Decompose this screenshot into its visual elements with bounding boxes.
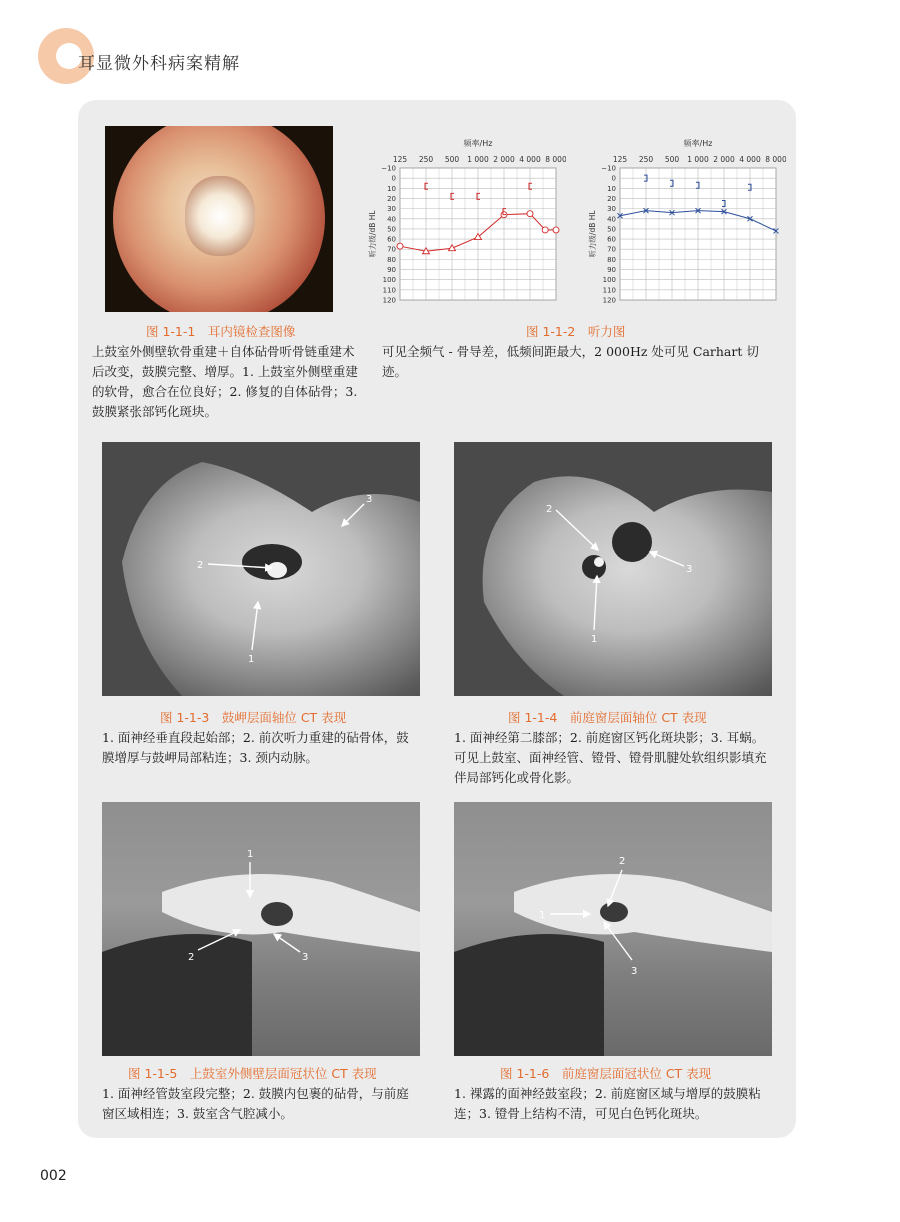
freq-tick-label: 250 — [418, 155, 434, 164]
fig5-caption: 1. 面神经管鼓室段完整；2. 鼓膜内包裹的砧骨，与前庭窗区域相连；3. 鼓室含气腔减小。 — [102, 1086, 409, 1121]
freq-tick-label: 500 — [444, 155, 460, 164]
db-axis-title: 听力级/dB HL — [588, 210, 597, 258]
audiogram-air-bone-left — [366, 130, 566, 320]
db-tick-label: 80 — [387, 255, 396, 264]
db-tick-label: 0 — [611, 174, 616, 183]
fig4-caption: 1. 面神经第二膝部；2. 前庭窗区钙化斑块影；3. 耳蜗。可见上鼓室、面神经管、镫骨、镫骨肌腱处软组织影填充伴局部钙化或骨化影。 — [454, 730, 767, 785]
db-tick-label: −10 — [601, 164, 616, 173]
db-tick-label: 120 — [602, 296, 616, 305]
freq-tick-label: 125 — [612, 155, 628, 164]
audiogram-svg — [586, 130, 786, 320]
marker-2: 2 — [188, 952, 195, 963]
marker-1: 1 — [591, 634, 598, 645]
fig6-caption: 1. 裸露的面神经鼓室段；2. 前庭窗区域与增厚的鼓膜粘连；3. 镫骨上结构不清，可见白色钙化斑块。 — [454, 1086, 761, 1121]
fig1-label: 图 1-1-1 耳内镜检查图像 — [146, 324, 296, 339]
db-tick-label: 30 — [387, 205, 396, 214]
db-tick-label: 20 — [387, 194, 396, 203]
audiogram-air-bone-right — [586, 130, 786, 320]
db-tick-label: 110 — [602, 286, 616, 295]
db-tick-label: 50 — [607, 225, 616, 234]
db-tick-label: 60 — [387, 235, 396, 244]
fig3-label: 图 1-1-3 鼓岬层面轴位 CT 表现 — [160, 710, 347, 725]
db-tick-label: 90 — [607, 266, 616, 275]
db-tick-label: 110 — [382, 286, 396, 295]
freq-tick-label: 500 — [664, 155, 680, 164]
fig6-label: 图 1-1-6 前庭窗层面冠状位 CT 表现 — [500, 1066, 712, 1081]
freq-tick-label: 1 000 — [467, 155, 489, 164]
db-tick-label: 70 — [387, 245, 396, 254]
endoscopic-image — [105, 126, 333, 312]
db-tick-label: 20 — [607, 194, 616, 203]
ct-axial-oval-window — [454, 442, 772, 696]
air-conduction-point — [397, 243, 403, 249]
db-tick-label: 80 — [607, 255, 616, 264]
fig1-caption: 上鼓室外侧壁软骨重建＋自体砧骨听骨链重建术后改变，鼓膜完整、增厚。1. 上鼓室外侧壁重建的软骨，愈合在位良好；2. 修复的自体砧骨；3. 鼓膜紧张部钙化斑块。 — [92, 344, 358, 419]
db-tick-label: −10 — [381, 164, 396, 173]
marker-3: 3 — [366, 494, 373, 505]
freq-tick-label: 125 — [392, 155, 408, 164]
marker-2: 2 — [619, 856, 626, 867]
db-tick-label: 40 — [387, 215, 396, 224]
db-tick-label: 10 — [387, 184, 396, 193]
air-conduction-point — [553, 227, 559, 233]
ct-coronal-oval-window — [454, 802, 772, 1056]
fig2-caption: 可见全频气 - 骨导差，低频间距最大，2 000Hz 处可见 Carhart 切迹。 — [382, 344, 759, 379]
db-axis-title: 听力级/dB HL — [368, 210, 377, 258]
freq-tick-label: 4 000 — [519, 155, 541, 164]
fig2-label: 图 1-1-2 听力图 — [526, 324, 626, 339]
freq-tick-label: 1 000 — [687, 155, 709, 164]
marker-1: 1 — [539, 910, 546, 921]
db-tick-label: 100 — [382, 276, 396, 285]
fig5-label: 图 1-1-5 上鼓室外侧壁层面冠状位 CT 表现 — [128, 1066, 377, 1081]
freq-axis-title: 频率/Hz — [463, 139, 493, 148]
marker-3: 3 — [631, 966, 638, 977]
db-tick-label: 100 — [602, 276, 616, 285]
air-conduction-point — [527, 211, 533, 217]
marker-1: 1 — [248, 654, 255, 665]
fig3-caption: 1. 面神经垂直段起始部；2. 前次听力重建的砧骨体，鼓膜增厚与鼓岬局部粘连；3. 颈内动脉。 — [102, 730, 409, 765]
book-title: 耳显微外科病案精解 — [78, 54, 240, 74]
db-tick-label: 90 — [387, 266, 396, 275]
db-tick-label: 120 — [382, 296, 396, 305]
db-tick-label: 40 — [607, 215, 616, 224]
freq-tick-label: 2 000 — [493, 155, 515, 164]
marker-3: 3 — [302, 952, 309, 963]
db-tick-label: 0 — [391, 174, 396, 183]
ct-coronal-epitympanum — [102, 802, 420, 1056]
db-tick-label: 50 — [387, 225, 396, 234]
audiogram-svg — [366, 130, 566, 320]
freq-tick-label: 8 000 — [765, 155, 786, 164]
db-tick-label: 10 — [607, 184, 616, 193]
freq-axis-title: 频率/Hz — [683, 139, 713, 148]
freq-tick-label: 250 — [638, 155, 654, 164]
ct-axial-promontory — [102, 442, 420, 696]
marker-3: 3 — [686, 564, 693, 575]
db-tick-label: 60 — [607, 235, 616, 244]
db-tick-label: 70 — [607, 245, 616, 254]
freq-tick-label: 4 000 — [739, 155, 761, 164]
marker-1: 1 — [247, 849, 254, 860]
marker-2: 2 — [197, 560, 204, 571]
freq-tick-label: 2 000 — [713, 155, 735, 164]
marker-2: 2 — [546, 504, 553, 515]
db-tick-label: 30 — [607, 205, 616, 214]
freq-tick-label: 8 000 — [545, 155, 566, 164]
air-conduction-point — [542, 227, 548, 233]
fig4-label: 图 1-1-4 前庭窗层面轴位 CT 表现 — [508, 710, 707, 725]
page-number: 002 — [40, 1168, 67, 1184]
